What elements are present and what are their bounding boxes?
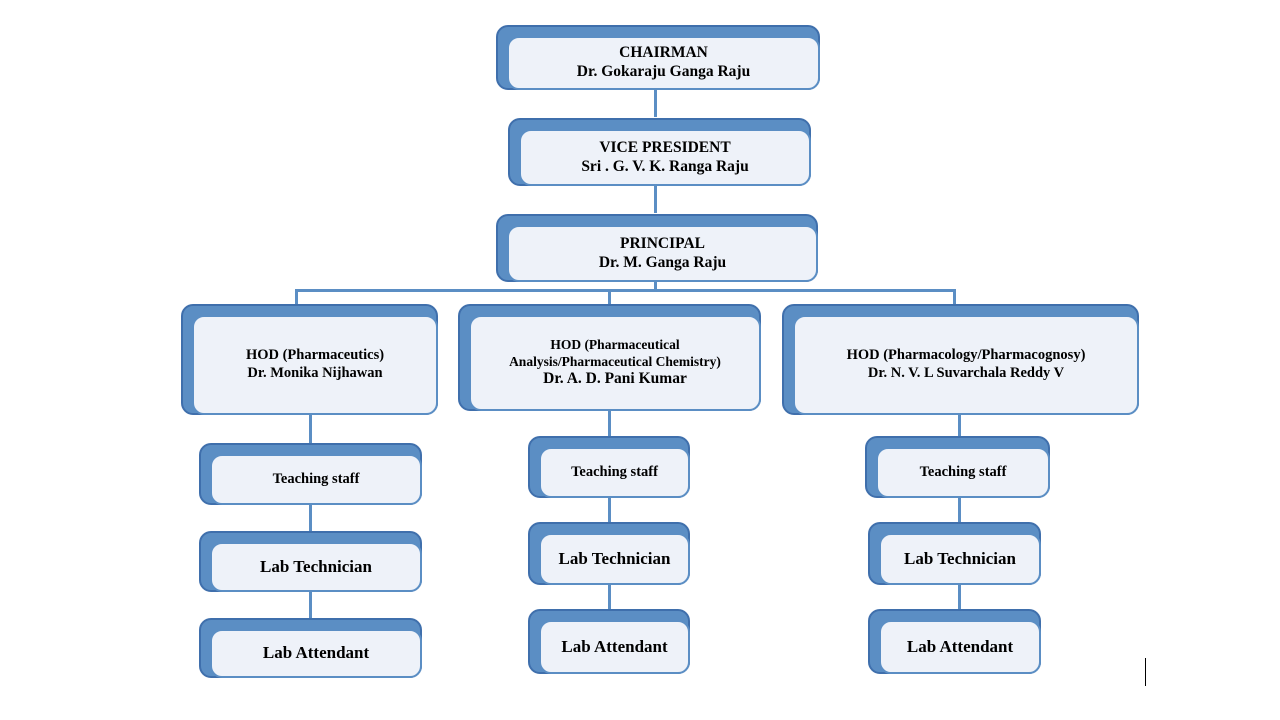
node-lab-attendant-1[interactable]	[199, 618, 422, 678]
node-person: Dr. Gokaraju Ganga Raju	[576, 63, 751, 80]
node-vice-president[interactable]	[508, 118, 811, 186]
connector-teaching1-to-tech	[309, 505, 312, 531]
node-face	[507, 225, 818, 282]
node-face	[876, 447, 1050, 498]
node-face	[210, 629, 422, 678]
node-title-line-2: Analysis/Pharmaceutical Chemistry)	[509, 353, 721, 369]
text-cursor	[1145, 658, 1146, 686]
node-chairman[interactable]	[496, 25, 820, 90]
node-lab-technician-1[interactable]	[199, 531, 422, 592]
connector-hod2-to-teaching	[608, 410, 611, 436]
node-face	[469, 315, 761, 411]
connector-hod3-to-teaching	[958, 414, 961, 436]
node-face	[539, 447, 690, 498]
node-title: Lab Technician	[904, 548, 1016, 568]
connector-tech1-to-attendant	[309, 592, 312, 618]
node-face	[210, 542, 422, 592]
node-title: Lab Attendant	[561, 636, 668, 656]
node-person: Sri . G. V. K. Ranga Raju	[581, 157, 749, 175]
node-face	[192, 315, 438, 415]
connector-vp-to-principal	[654, 186, 657, 213]
node-title: HOD (Pharmacology/Pharmacognosy)	[846, 347, 1086, 364]
node-title: Lab Technician	[260, 556, 372, 576]
node-face	[879, 620, 1041, 674]
node-principal[interactable]	[496, 214, 818, 282]
connector-chairman-to-vp	[654, 89, 657, 117]
node-title: CHAIRMAN	[619, 44, 708, 62]
node-title: Teaching staff	[919, 463, 1007, 480]
node-title: Teaching staff	[272, 470, 360, 487]
node-title: VICE PRESIDENT	[599, 138, 731, 156]
connector-tech2-to-attendant	[608, 585, 611, 609]
node-face	[539, 620, 690, 674]
node-title-line-1: HOD (Pharmaceutical	[550, 337, 680, 353]
node-lab-attendant-2[interactable]	[528, 609, 690, 674]
connector-hod-bus	[295, 289, 956, 292]
connector-teaching3-to-tech	[958, 498, 961, 522]
node-face	[539, 533, 690, 585]
node-person: Dr. A. D. Pani Kumar	[543, 370, 687, 388]
connector-teaching2-to-tech	[608, 498, 611, 522]
node-title: Lab Attendant	[262, 643, 370, 663]
connector-hod1-to-teaching	[309, 414, 312, 443]
node-face	[210, 454, 422, 505]
node-teaching-staff-3[interactable]	[865, 436, 1050, 498]
node-face	[879, 533, 1041, 585]
node-hod-pharmaceutics[interactable]	[181, 304, 438, 415]
node-face	[519, 129, 811, 186]
node-lab-technician-3[interactable]	[868, 522, 1041, 585]
node-teaching-staff-1[interactable]	[199, 443, 422, 505]
node-lab-technician-2[interactable]	[528, 522, 690, 585]
node-hod-pharmacology[interactable]	[782, 304, 1139, 415]
node-person: Dr. N. V. L Suvarchala Reddy V	[867, 365, 1065, 381]
node-title: Lab Attendant	[906, 636, 1014, 656]
node-face	[793, 315, 1139, 415]
node-person: Dr. Monika Nijhawan	[247, 365, 383, 381]
connector-tech3-to-attendant	[958, 585, 961, 609]
node-title: HOD (Pharmaceutics)	[245, 347, 385, 364]
node-hod-pharmaceutical-analysis[interactable]	[458, 304, 761, 411]
node-teaching-staff-2[interactable]	[528, 436, 690, 498]
node-person: Dr. M. Ganga Raju	[598, 253, 727, 271]
node-lab-attendant-3[interactable]	[868, 609, 1041, 674]
node-face	[507, 36, 820, 90]
node-title: Lab Technician	[558, 548, 671, 568]
node-title: Teaching staff	[571, 463, 658, 480]
node-title: PRINCIPAL	[620, 234, 705, 252]
